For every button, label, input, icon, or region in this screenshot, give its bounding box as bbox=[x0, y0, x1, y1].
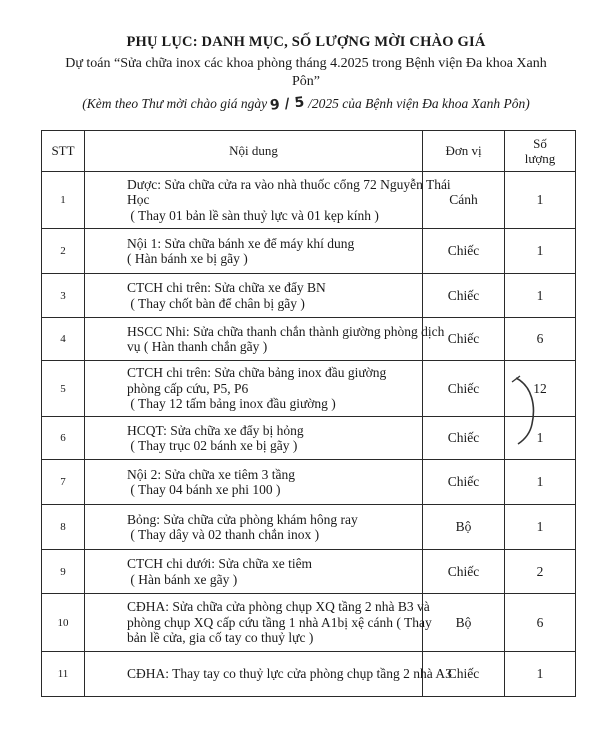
table-row bbox=[42, 594, 576, 652]
row-quantity: 12 bbox=[505, 361, 576, 417]
items-table bbox=[41, 130, 576, 697]
row-unit: Cánh bbox=[423, 172, 505, 229]
note-prefix: (Kèm theo Thư mời chào giá ngày bbox=[82, 96, 271, 111]
table-row bbox=[42, 505, 576, 550]
row-stt: 4 bbox=[42, 318, 85, 361]
row-quantity: 1 bbox=[505, 460, 576, 505]
row-content-line: Bỏng: Sửa chữa cửa phòng khám hông ray bbox=[127, 511, 358, 527]
handwritten-date: 9 / 5 bbox=[269, 94, 306, 114]
row-stt: 11 bbox=[42, 652, 85, 697]
row-quantity: 1 bbox=[505, 229, 576, 274]
row-content-line: HCQT: Sửa chữa xe đẩy bị hỏng bbox=[127, 422, 304, 438]
row-content-line: ( Hàn bánh xe gãy ) bbox=[127, 571, 238, 587]
row-stt: 8 bbox=[42, 505, 85, 550]
row-quantity: 6 bbox=[505, 594, 576, 652]
row-unit: Chiếc bbox=[423, 274, 505, 318]
row-content bbox=[85, 172, 451, 229]
row-content-line: ( Hàn bánh xe bị gãy ) bbox=[127, 251, 248, 266]
row-content bbox=[85, 505, 423, 550]
row-quantity: 1 bbox=[505, 274, 576, 318]
header-quantity bbox=[505, 131, 576, 172]
row-content bbox=[85, 460, 423, 505]
row-stt: 7 bbox=[42, 460, 85, 505]
document-note bbox=[0, 96, 612, 112]
row-quantity: 2 bbox=[505, 550, 576, 594]
row-unit: Chiếc bbox=[423, 229, 505, 274]
subtitle-line-1: Dự toán “Sửa chữa inox các khoa phòng tháng 4.2025 trong Bệnh viện Đa khoa Xanh bbox=[65, 56, 547, 71]
row-stt: 9 bbox=[42, 550, 85, 594]
header-unit: Đơn vị bbox=[423, 131, 505, 172]
row-content-line: Dược: Sửa chữa cửa ra vào nhà thuốc cổng 72 Nguyễn Thái bbox=[127, 176, 451, 192]
row-unit: Chiếc bbox=[423, 417, 505, 460]
row-unit: Chiếc bbox=[423, 361, 505, 417]
row-unit: Bộ bbox=[423, 594, 505, 652]
row-content-line: ( Thay 01 bản lề sàn thuỷ lực và 01 kẹp kính ) bbox=[127, 207, 379, 223]
row-quantity: 1 bbox=[505, 172, 576, 229]
row-unit: Chiếc bbox=[423, 318, 505, 361]
document-title: PHỤ LỤC: DANH MỤC, SỐ LƯỢNG MỜI CHÀO GIÁ bbox=[126, 34, 486, 50]
table-row bbox=[42, 652, 576, 697]
header-content: Nội dung bbox=[85, 131, 423, 172]
header-quantity-line-2: lượng bbox=[524, 151, 556, 166]
row-stt: 5 bbox=[42, 361, 85, 417]
table-row bbox=[42, 460, 576, 505]
row-content bbox=[85, 318, 445, 361]
row-content-line: ( Thay chốt bàn để chân bị gãy ) bbox=[127, 295, 305, 311]
header-stt: STT bbox=[42, 131, 85, 172]
row-content-line: Nội 2: Sửa chữa xe tiêm 3 tầng bbox=[127, 466, 295, 482]
row-content-line: ( Thay 12 tấm bảng inox đầu giường ) bbox=[127, 396, 336, 412]
row-content-line: phòng chụp XQ cấp cứu tầng 1 nhà A1bị xệ cánh ( Thay bbox=[127, 614, 432, 630]
row-unit: Bộ bbox=[423, 505, 505, 550]
table-row bbox=[42, 229, 576, 274]
table-row bbox=[42, 550, 576, 594]
row-content bbox=[85, 229, 423, 274]
row-content-line: CTCH chi dưới: Sửa chữa xe tiêm bbox=[127, 556, 313, 571]
row-content-line: ( Thay dây và 02 thanh chắn inox ) bbox=[127, 527, 320, 542]
row-content bbox=[85, 652, 452, 697]
table-row bbox=[42, 172, 576, 229]
row-quantity: 1 bbox=[505, 417, 576, 460]
table-row bbox=[42, 361, 576, 417]
row-quantity: 1 bbox=[505, 652, 576, 697]
row-unit: Chiếc bbox=[423, 460, 505, 505]
document-subtitle bbox=[60, 55, 552, 91]
row-quantity: 6 bbox=[505, 318, 576, 361]
row-content bbox=[85, 550, 423, 594]
row-quantity: 1 bbox=[505, 505, 576, 550]
table-row bbox=[42, 274, 576, 318]
row-content-line: ( Thay 04 bánh xe phi 100 ) bbox=[127, 482, 281, 497]
row-content-line: HSCC Nhi: Sửa chữa thanh chắn thành giường phòng dịch bbox=[127, 323, 445, 339]
table-row bbox=[42, 318, 576, 361]
row-unit: Chiếc bbox=[423, 550, 505, 594]
row-stt: 6 bbox=[42, 417, 85, 460]
row-content-line: CĐHA: Sửa chữa cửa phòng chụp XQ tầng 2 nhà B3 và bbox=[127, 599, 430, 615]
row-content-line: Nội 1: Sửa chữa bánh xe để máy khí dung bbox=[127, 235, 355, 251]
row-stt: 1 bbox=[42, 172, 85, 229]
row-content-line: vụ ( Hàn thanh chắn gãy ) bbox=[127, 339, 268, 354]
table-header-row bbox=[42, 131, 576, 172]
row-content bbox=[85, 361, 423, 417]
row-content-line: Học bbox=[127, 192, 150, 208]
row-content-line: bản lề cửa, gia cố tay co thuỷ lực ) bbox=[127, 630, 314, 646]
row-stt: 3 bbox=[42, 274, 85, 318]
row-content-line: CĐHA: Thay tay co thuỷ lực cửa phòng chụp tầng 2 nhà A3 bbox=[127, 666, 452, 682]
row-content-line: phòng cấp cứu, P5, P6 bbox=[127, 380, 249, 396]
row-content bbox=[85, 417, 423, 460]
row-content-line: CTCH chi trên: Sửa chữa xe đẩy BN bbox=[127, 280, 326, 295]
row-content-line: ( Thay trục 02 bánh xe bị gãy ) bbox=[127, 438, 298, 453]
row-content bbox=[85, 594, 432, 652]
row-content-line: CTCH chi trên: Sửa chữa bảng inox đầu giường bbox=[127, 365, 387, 381]
row-stt: 10 bbox=[42, 594, 85, 652]
note-suffix: /2025 của Bệnh viện Đa khoa Xanh Pôn) bbox=[304, 96, 530, 111]
header-quantity-line-1: Số bbox=[533, 136, 547, 151]
row-stt: 2 bbox=[42, 229, 85, 274]
subtitle-line-2: Pôn” bbox=[292, 74, 320, 89]
row-unit: Chiếc bbox=[423, 652, 505, 697]
row-content bbox=[85, 274, 423, 318]
table-row bbox=[42, 417, 576, 460]
